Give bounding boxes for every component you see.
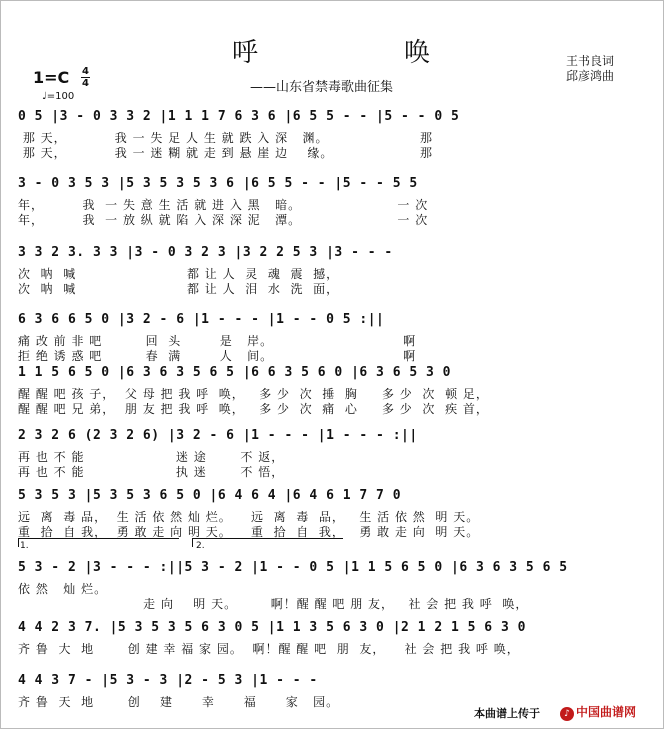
lyric-line: 痛 改 前 非 吧 回 头 是 岸。 啊 xyxy=(18,334,417,348)
lyric-line: 拒 绝 诱 惑 吧 春 满 人 间。 啊 xyxy=(18,349,417,363)
time-bottom: 4 xyxy=(82,78,89,89)
footer-upload-text: 本曲谱上传于 xyxy=(474,707,540,720)
title-char-2: 唤 xyxy=(404,38,433,68)
notation-row: 4 4 2 3 7. |5 3 5 3 5 6 3 0 5 |1 1 3 5 6 3 0 |2 1 2 1 5 6 3 0 xyxy=(18,620,526,635)
notation-row: 2 3 2 6 (2 3 2 6) |3 2 - 6 |1 - - - |1 - - - :|| xyxy=(18,428,418,443)
logo-icon: ♪ xyxy=(560,707,574,721)
lyric-line: 次 呐 喊 都 让 人 泪 水 洗 面， xyxy=(18,282,340,296)
notation-row: 3 - 0 3 5 3 |5 3 5 3 5 3 6 |6 5 5 - - |5 - - 5 5 xyxy=(18,176,418,191)
authors xyxy=(566,54,614,84)
lyric-line: 那 天， 我 一 失 足 人 生 就 跌 入 深 渊。 那 xyxy=(18,131,434,145)
lyric-line: 重 拾 自 我， 勇 敢 走 向 明 天。 重 拾 自 我， 勇 敢 走 向 明 天。 xyxy=(18,525,480,539)
tempo-marking: ♩=100 xyxy=(42,91,75,102)
composer: 邱彦鸿曲 xyxy=(566,69,615,83)
notation-row: 4 4 3 7 - |5 3 - 3 |2 - 5 3 |1 - - - xyxy=(18,673,318,688)
lyric-line: 醒 醒 吧 孩 子， 父 母 把 我 呼 唤， 多 少 次 捶 胸 多 少 次 顿 足， xyxy=(18,387,489,401)
notation-row: 5 3 5 3 |5 3 5 3 6 5 0 |6 4 6 4 |6 4 6 1 7 7 0 xyxy=(18,488,402,503)
time-signature xyxy=(81,66,90,89)
logo-text: 中国曲谱网 xyxy=(576,705,637,719)
volta-first: 1. xyxy=(20,541,29,551)
song-subtitle: ——山东省禁毒歌曲征集 xyxy=(250,80,394,95)
lyric-line: 次 呐 喊 都 让 人 灵 魂 震 撼， xyxy=(18,267,340,281)
lyric-line: 年， 我 一 放 纵 就 陷 入 深 深 泥 潭。 一 次 xyxy=(18,213,429,227)
lyric-line: 远 离 毒 品， 生 活 依 然 灿 烂。 远 离 毒 品， 生 活 依 然 明 天。 xyxy=(18,510,480,524)
volta-second-bracket xyxy=(192,538,343,547)
song-title xyxy=(0,32,664,69)
title-char-1: 呼 xyxy=(231,38,260,68)
lyric-line: 那 天， 我 一 迷 糊 就 走 到 悬 崖 边 缘。 那 xyxy=(18,146,434,160)
lyric-line: 再 也 不 能 执 迷 不 悟， xyxy=(18,465,285,479)
lyric-line: 齐 鲁 大 地 创 建 幸 福 家 园。 啊！醒 醒 吧 朋 友， 社 会 把 我 呼 唤， xyxy=(18,642,520,656)
lyric-line: 年， 我 一 失 意 生 活 就 进 入 黑 暗。 一 次 xyxy=(18,198,429,212)
lyricist: 王书良词 xyxy=(566,54,615,68)
notation-row: 5 3 - 2 |3 - - - :||5 3 - 2 |1 - - 0 5 |1 1 5 6 5 0 |6 3 6 3 5 6 5 xyxy=(18,560,568,575)
lyric-line: 齐 鲁 天 地 创 建 幸 福 家 园。 xyxy=(18,695,340,709)
volta-first-bracket xyxy=(18,538,179,547)
site-logo xyxy=(560,703,636,721)
notation-row: 6 3 6 6 5 0 |3 2 - 6 |1 - - - |1 - - 0 5 :|| xyxy=(18,312,385,327)
notation-row: 3 3 2 3. 3 3 |3 - 0 3 2 3 |3 2 2 5 3 |3 - - - xyxy=(18,245,393,260)
notation-row: 1 1 5 6 5 0 |6 3 6 3 5 6 5 |6 6 3 5 6 0 |6 3 6 5 3 0 xyxy=(18,365,451,380)
lyric-line: 依 然 灿 烂。 xyxy=(18,582,108,596)
time-top: 4 xyxy=(82,66,89,77)
volta-second: 2. xyxy=(196,541,205,551)
lyric-line: 再 也 不 能 迷 途 不 返， xyxy=(18,450,285,464)
notation-row: 0 5 |3 - 0 3 3 2 |1 1 1 7 6 3 6 |6 5 5 - - |5 - - 0 5 xyxy=(18,109,460,124)
lyric-line: 走 向 明 天。 啊！醒 醒 吧 朋 友， 社 会 把 我 呼 唤， xyxy=(18,597,529,611)
key-signature: 1=C xyxy=(33,68,70,87)
lyric-line: 醒 醒 吧 兄 弟， 朋 友 把 我 呼 唤， 多 少 次 痛 心 多 少 次 疾 首， xyxy=(18,402,489,416)
